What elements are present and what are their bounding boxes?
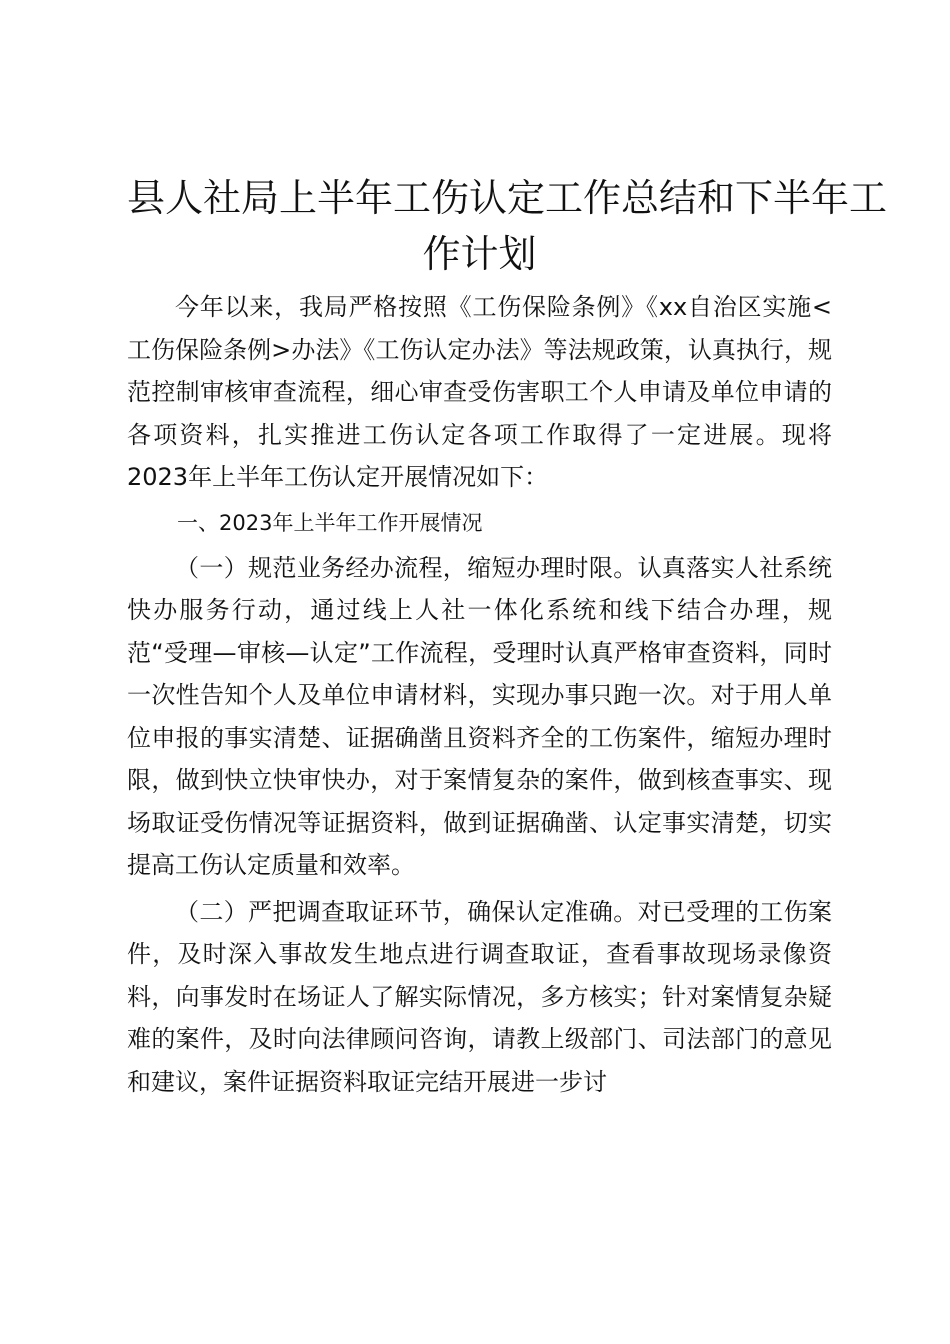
intro-paragraph: 今年以来，我局严格按照《工伤保险条例》《xx自治区实施<工伤保险条例>办法》《工伤认定办法》等法规政策，认真执行，规范控制审核审查流程，细心审查受伤害职工个人申请及单位申请的各项资料，扎实推进工伤认定各项工作取得了一定进展。现将2023年上半年工伤认定开展情况如下： (127, 293, 832, 491)
title-line-2: 作计划 (422, 232, 537, 276)
section-2-paragraph: （二）严把调查取证环节，确保认定准确。对已受理的工伤案件，及时深入事故发生地点进行调查取证，查看事故现场录像资料，向事发时在场证人了解实际情况，多方核实；针对案情复杂疑难的案件，及时向法律顾问咨询，请教上级部门、司法部门的意见和建议，案件证据资料取证完结开展进一步讨 (127, 897, 832, 1096)
title-line-1: 县人社局上半年工伤认定工作总结和下半年工 (127, 176, 888, 220)
section-1-paragraph: （一）规范业务经办流程，缩短办理时限。认真落实人社系统快办服务行动，通过线上人社一体化系统和线下结合办理，规范“受理—审核—认定”工作流程，受理时认真严格审查资料，同时一次性告知个人及单位申请材料，实现办事只跑一次。对于用人单位申报的事实清楚、证据确凿且资料齐全的工伤案件，缩短办理时限，做到快立快审快办，对于案情复杂的案件，做到核查事实、现场取证受伤情况等证据资料，做到证据确凿、认定事实清楚，切实提高工伤认定质量和效率。 (127, 553, 832, 879)
section-heading-1: 一、2023年上半年工作开展情况 (177, 510, 483, 535)
document-title (127, 170, 888, 282)
document-body (127, 170, 888, 1103)
